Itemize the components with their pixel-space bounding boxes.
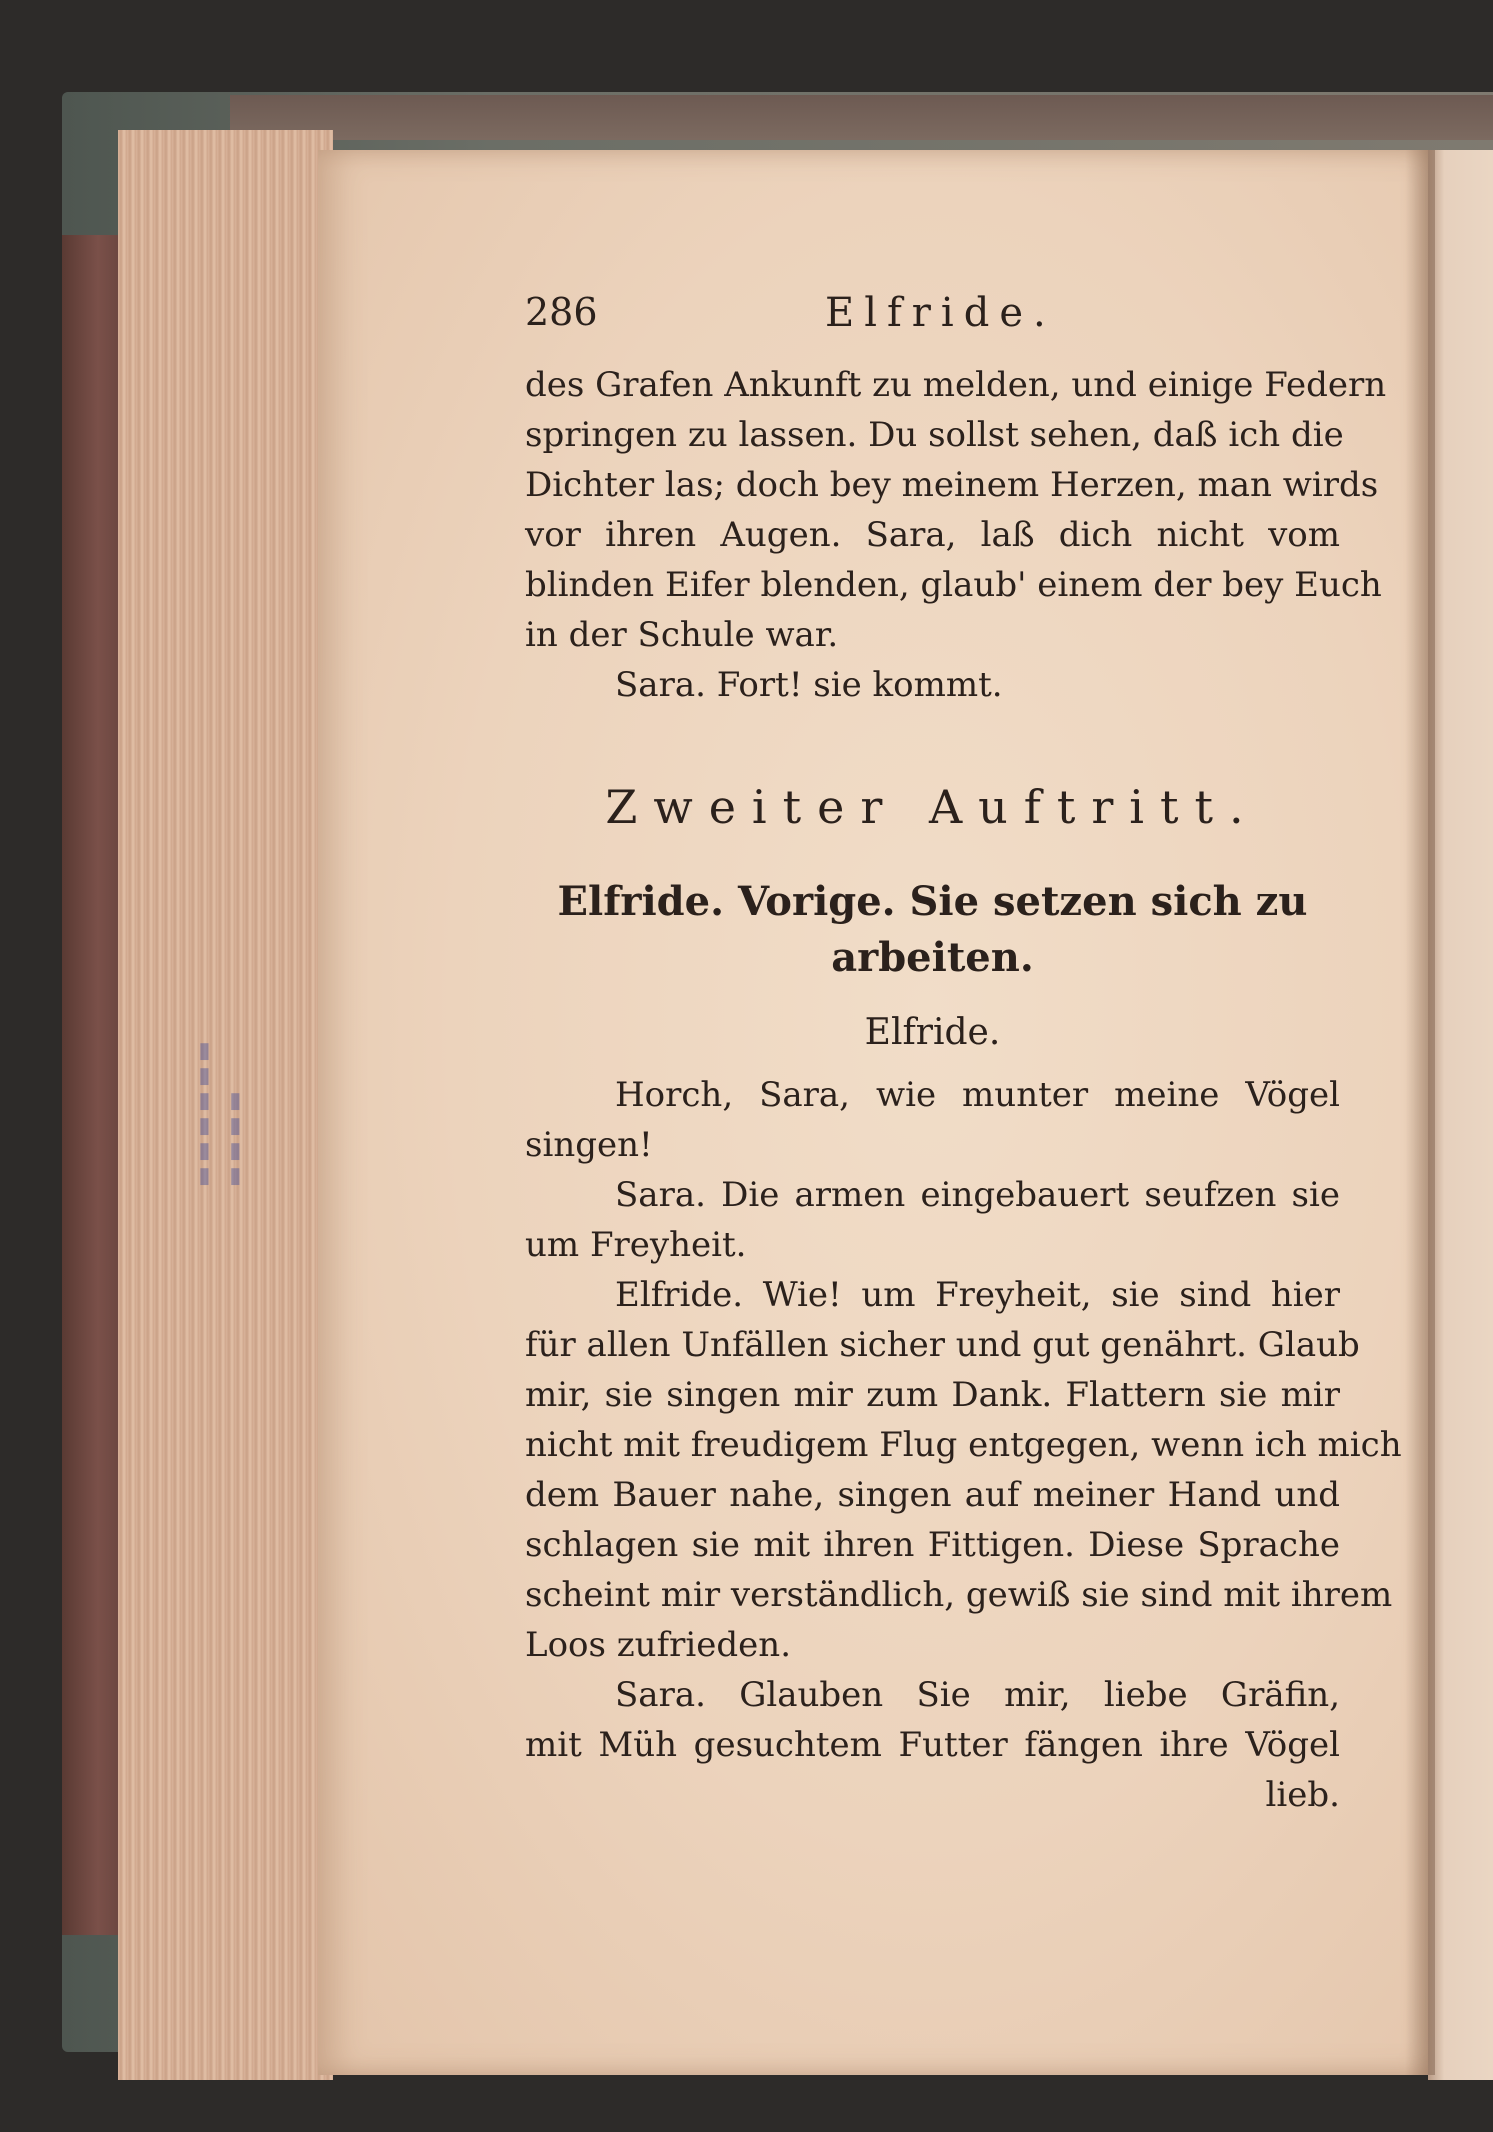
- library-stamp: ▮▮▮▮▮▮ ▮▮▮▮: [192, 1040, 248, 1190]
- text-block-bottom: [525, 1070, 1402, 1770]
- text-line: dem Bauer nahe, singen auf meiner Hand und: [525, 1475, 1340, 1515]
- text-line: Loos zufrieden.: [525, 1625, 792, 1665]
- text-line: vor ihren Augen. Sara, laß dich nicht vom: [525, 515, 1340, 555]
- book-cover-top-edge: [230, 95, 1493, 140]
- text-line: Elfride. Wie! um Freyheit, sie sind hier: [615, 1275, 1340, 1315]
- text-line: in der Schule war.: [525, 615, 839, 655]
- text-line: Sara. Die armen eingebauert seufzen sie: [615, 1175, 1340, 1215]
- text-line: scheint mir verständlich, gewiß sie sind mit ihrem: [525, 1575, 1393, 1615]
- gutter-shadow: [1405, 150, 1435, 2075]
- page-content: [525, 290, 1402, 1820]
- text-line: mir, sie singen mir zum Dank. Flattern sie mir: [525, 1375, 1340, 1415]
- text-block-top: [525, 360, 1387, 710]
- text-line: Dichter las; doch bey meinem Herzen, man wirds: [525, 465, 1379, 505]
- text-line: nicht mit freudigem Flug entgegen, wenn ich mich: [525, 1425, 1402, 1465]
- page-number: 286: [525, 290, 598, 334]
- text-line: des Grafen Ankunft zu melden, und einige Federn: [525, 365, 1387, 405]
- text-line: schlagen sie mit ihren Fittigen. Diese Sprache: [525, 1525, 1340, 1565]
- text-line: Sara. Glauben Sie mir, liebe Gräfin,: [615, 1675, 1340, 1715]
- text-line: Horch, Sara, wie munter meine Vögel: [615, 1075, 1340, 1115]
- text-line: singen!: [525, 1125, 653, 1165]
- scene-title: Zweiter Auftritt.: [605, 780, 1260, 834]
- text-line: mit Müh gesuchtem Futter fängen ihre Vögel: [525, 1725, 1340, 1765]
- text-line: um Freyheit.: [525, 1225, 747, 1265]
- text-line: Sara. Fort! sie kommt.: [615, 665, 1003, 705]
- text-line: für allen Unfällen sicher und gut genährt. Glaub: [525, 1325, 1360, 1365]
- speaker-heading: Elfride.: [864, 1012, 1001, 1053]
- page-header: [525, 290, 1340, 360]
- text-line: blinden Eifer blenden, glaub' einem der bey Euch: [525, 565, 1382, 605]
- catchword: lieb.: [1265, 1775, 1340, 1815]
- running-title: Elfride.: [825, 290, 1056, 336]
- book-spine-leather: [62, 235, 122, 1935]
- facing-page-edge: [1428, 150, 1493, 2080]
- text-line: springen zu lassen. Du sollst sehen, daß ich die: [525, 415, 1344, 455]
- stage-direction: Elfride. Vorige. Sie setzen sich zu arbeiten.: [557, 878, 1308, 981]
